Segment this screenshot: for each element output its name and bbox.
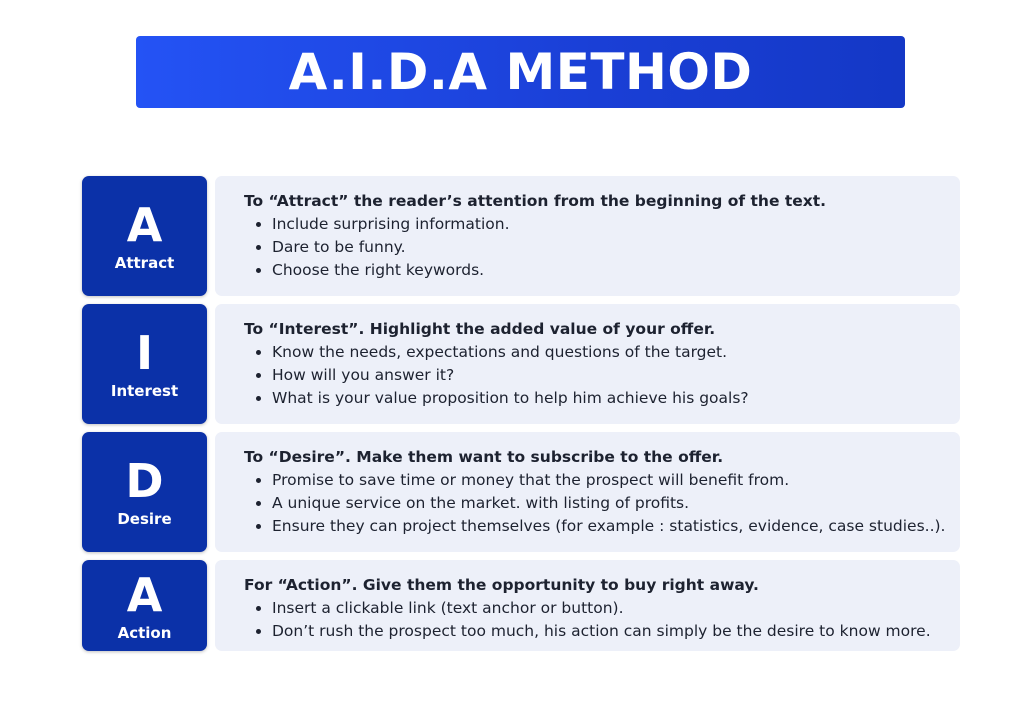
badge-letter: A (126, 567, 163, 622)
badge-letter: A (126, 198, 163, 252)
letter-badge (82, 176, 207, 296)
badge-letter: D (125, 454, 164, 508)
bullet-list (244, 213, 960, 282)
bullet-item: • What is your value proposition to help him achieve his goals? (272, 387, 960, 410)
card-heading: For “Action”. Give them the opportunity to buy right away. (244, 576, 759, 594)
description-card (215, 560, 960, 651)
bullet-list (244, 469, 960, 538)
bullet-item: • Promise to save time or money that the prospect will benefit from. (272, 469, 960, 492)
bullet-list (244, 341, 960, 410)
bullet-item: • A unique service on the market. with listing of profits. (272, 492, 960, 515)
row-desire (82, 432, 960, 552)
description-card (215, 176, 960, 296)
row-action (82, 560, 960, 651)
row-attract (82, 176, 960, 296)
description-card (215, 432, 960, 552)
badge-letter: I (135, 326, 154, 380)
title-text: A.I.D.A METHOD (288, 43, 753, 101)
badge-word: Interest (110, 382, 179, 400)
badge-word: Action (117, 623, 172, 642)
badge-word: Attract (114, 254, 175, 272)
row-interest (82, 304, 960, 424)
letter-badge (82, 304, 207, 424)
bullet-item: • Ensure they can project themselves (for example : statistics, evidence, case studies..). (272, 515, 960, 538)
bullet-item: • Know the needs, expectations and questions of the target. (272, 341, 960, 364)
badge-word: Desire (117, 510, 172, 528)
bullet-item: • Include surprising information. (272, 213, 960, 236)
title-banner (136, 36, 905, 108)
bullet-item: • Insert a clickable link (text anchor or button). (272, 597, 960, 620)
bullet-item: • Dare to be funny. (272, 236, 960, 259)
card-heading: To “Interest”. Highlight the added value of your offer. (244, 320, 716, 338)
card-heading: To “Desire”. Make them want to subscribe to the offer. (244, 448, 724, 466)
letter-badge (82, 432, 207, 552)
bullet-item: • How will you answer it? (272, 364, 960, 387)
bullet-item: • Don’t rush the prospect too much, his action can simply be the desire to know more. (272, 620, 960, 643)
card-heading: To “Attract” the reader’s attention from the beginning of the text. (244, 192, 827, 210)
letter-badge (82, 560, 207, 651)
bullet-list (244, 597, 960, 643)
bullet-item: • Choose the right keywords. (272, 259, 960, 282)
description-card (215, 304, 960, 424)
